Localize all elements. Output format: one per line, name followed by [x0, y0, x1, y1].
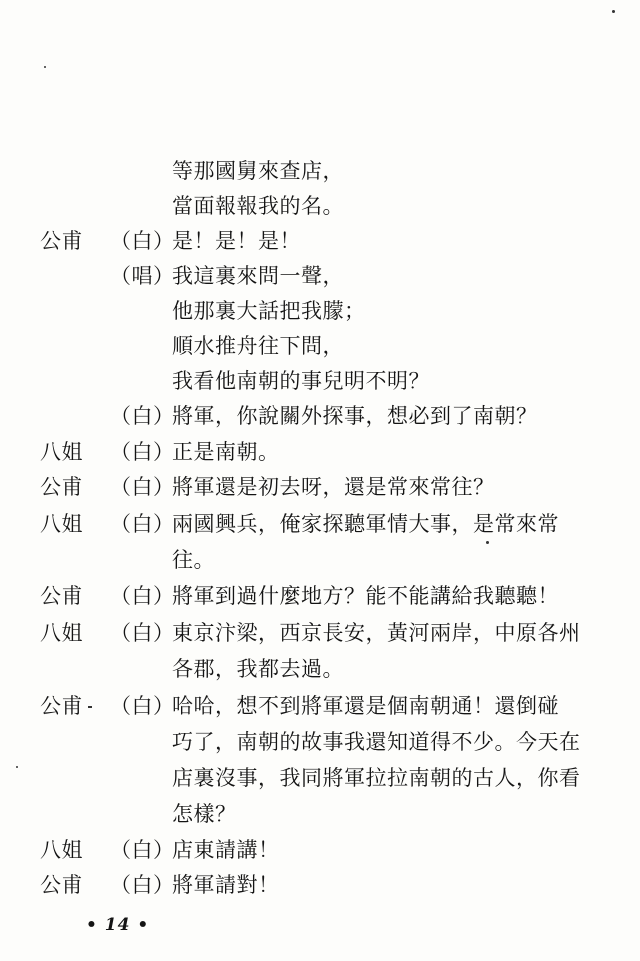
stage-cue: （白） [110, 584, 175, 608]
speaker-name: 八姐 [40, 621, 83, 645]
stage-cue: （白） [110, 229, 175, 253]
dialogue-continuation: 各郡，我都去過。 [172, 657, 344, 681]
dialogue-continuation: 巧了，南朝的故事我還知道得不少。今天在 [172, 730, 581, 754]
verse-line: 當面報報我的名。 [172, 194, 344, 218]
stage-cue: （白） [110, 404, 175, 428]
dialogue-continuation: 往。 [172, 548, 215, 572]
stage-cue: （白） [110, 440, 175, 464]
dialogue-text: 將軍還是初去呀，還是常來常往？ [172, 475, 495, 499]
dialogue-text: 將軍，你說關外探事，想必到了南朝？ [172, 404, 538, 428]
stage-cue: （白） [110, 475, 175, 499]
stage-cue: （白） [110, 694, 175, 718]
dialogue-text: 將軍到過什麼地方？能不能講給我聽聽！ [172, 584, 559, 608]
speaker-name: 公甫 [40, 873, 83, 897]
speaker-name: 公甫 [40, 475, 83, 499]
stage-cue: （白） [110, 621, 175, 645]
stage-cue: （白） [110, 838, 175, 862]
print-speck [612, 10, 615, 13]
speaker-name: 八姐 [40, 838, 83, 862]
dialogue-text: 哈哈，想不到將軍還是個南朝通！還倒碰 [172, 694, 559, 718]
stage-cue: （白） [110, 512, 175, 536]
speaker-name: 公甫 [40, 229, 83, 253]
dialogue-text: 我這裏來問一聲， [172, 264, 344, 288]
verse-line: 順水推舟往下問， [172, 334, 344, 358]
page-number: • 14 • [86, 915, 150, 935]
speaker-name: 公甫 [40, 584, 83, 608]
print-speck [44, 66, 46, 68]
dialogue-text: 正是南朝。 [172, 440, 280, 464]
speaker-name: 公甫 [40, 694, 83, 718]
dialogue-continuation: 店裏沒事，我同將軍拉拉南朝的古人，你看 [172, 766, 581, 790]
dialogue-text: 是！是！是！ [172, 229, 301, 253]
stage-cue: （白） [110, 873, 175, 897]
speaker-name: 八姐 [40, 512, 83, 536]
print-speck [486, 541, 489, 544]
dialogue-text: 東京汴梁，西京長安，黃河兩岸，中原各州 [172, 621, 581, 645]
verse-line: 等那國舅來查店， [172, 159, 344, 183]
dialogue-text: 兩國興兵，俺家探聽軍情大事，是常來常 [172, 512, 559, 536]
print-speck [16, 766, 18, 768]
dialogue-text: 將軍請對！ [172, 873, 280, 897]
verse-line: 他那裏大話把我朦； [172, 299, 366, 323]
dialogue-text: 店東請講！ [172, 838, 280, 862]
speaker-name: 八姐 [40, 440, 83, 464]
verse-line: 我看他南朝的事兒明不明？ [172, 369, 430, 393]
stage-cue: （唱） [110, 264, 175, 288]
print-speck [88, 706, 92, 708]
dialogue-continuation: 怎樣？ [172, 802, 237, 826]
